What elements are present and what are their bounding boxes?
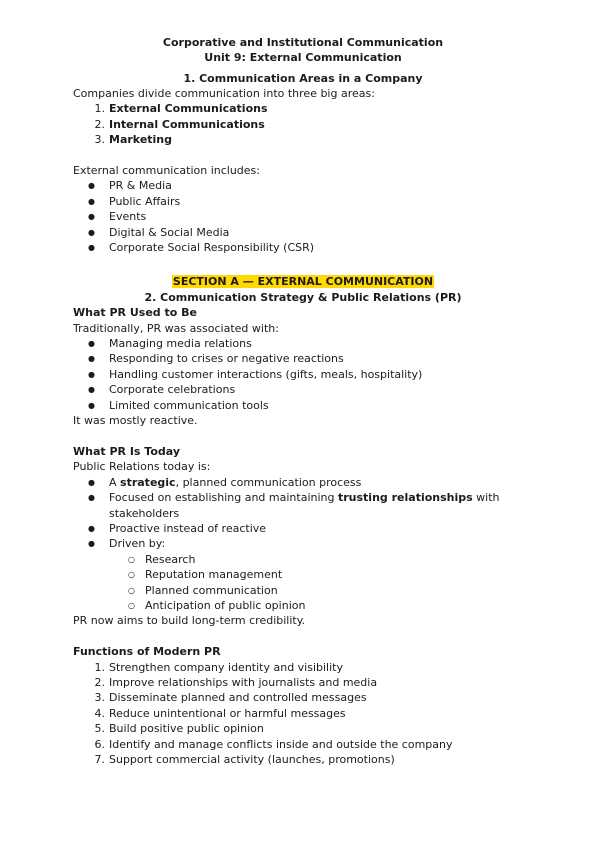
list-item-label: Limited communication tools (109, 398, 269, 412)
pr-today-outro: PR now aims to build long-term credibility. (73, 614, 306, 628)
bullet-icon: ● (88, 477, 95, 487)
list-item (73, 194, 533, 209)
pr-past-intro: Traditionally, PR was associated with: (73, 321, 279, 335)
list-item-label: Strengthen company identity and visibility (109, 660, 343, 674)
list-item (73, 101, 533, 116)
list-item-label: Reduce unintentional or harmful messages (109, 706, 346, 720)
list-item (73, 675, 533, 690)
list-number: 6. (94, 737, 105, 751)
list-item-label: Reputation management (145, 568, 283, 582)
list-item-label: Public Affairs (109, 194, 181, 208)
list-number: 7. (94, 753, 105, 766)
list-item-label: Events (109, 210, 147, 224)
text-run-bold: trusting relationships (337, 491, 473, 505)
list-item (73, 721, 533, 736)
spacer (73, 429, 533, 444)
spacer (73, 255, 533, 270)
list-item-label: Internal Communications (109, 117, 265, 131)
list-item-label: Digital & Social Media (109, 225, 230, 239)
list-number: 4. (94, 706, 105, 720)
list-item (73, 521, 533, 536)
list-item (73, 536, 533, 551)
list-item-label: Marketing (109, 133, 173, 147)
list-item-label: Identify and manage conflicts inside and outside the company (109, 737, 453, 751)
section-1-intro: Companies divide communication into three big areas: (73, 87, 375, 100)
bullet-icon: ● (88, 493, 95, 503)
list-item-label: Build positive public opinion (109, 722, 264, 736)
list-item (73, 598, 533, 613)
sub-bullet-icon: ○ (128, 570, 135, 580)
text-run: A (109, 475, 121, 489)
pr-today-list (73, 475, 533, 552)
list-item-label: Proactive instead of reactive (109, 521, 267, 535)
list-item (73, 752, 533, 767)
pr-today-intro: Public Relations today is: (73, 460, 211, 474)
bullet-icon: ● (88, 243, 95, 253)
list-number: 1. (94, 102, 105, 116)
list-item (73, 583, 533, 598)
functions-heading: Functions of Modern PR (73, 645, 221, 659)
list-item-label: Managing media relations (109, 337, 252, 351)
sub-bullet-icon: ○ (128, 600, 135, 610)
bullet-icon: ● (88, 196, 95, 206)
list-item (73, 351, 533, 366)
list-item-label: Responding to crises or negative reactions (109, 352, 344, 366)
list-item (73, 475, 533, 490)
list-item (73, 737, 533, 752)
pr-past-heading: What PR Used to Be (73, 306, 197, 320)
list-number: 3. (94, 133, 105, 147)
text-run-bold: strategic (120, 475, 176, 489)
bullet-icon: ● (88, 354, 95, 364)
section-a-banner (73, 272, 533, 290)
list-item (73, 132, 533, 147)
list-item (73, 490, 533, 521)
list-item-label: Handling customer interactions (gifts, meals, hospitality) (109, 367, 423, 381)
list-item-label: Driven by: (109, 537, 166, 551)
list-item (73, 398, 533, 413)
pr-past-outro: It was mostly reactive. (73, 414, 198, 428)
list-item (73, 660, 533, 675)
list-item (73, 706, 533, 721)
list-item-label: PR & Media (109, 179, 172, 193)
list-item (73, 382, 533, 397)
bullet-icon: ● (88, 339, 95, 349)
bullet-icon: ● (88, 539, 95, 549)
list-item (73, 117, 533, 132)
list-item (73, 178, 533, 193)
list-item (73, 552, 533, 567)
section-a-label: SECTION A — EXTERNAL COMMUNICATION (172, 274, 434, 288)
pr-drivers-list (73, 552, 533, 614)
course-title: Corporative and Institutional Communication (162, 36, 444, 49)
communication-areas-list (73, 101, 533, 147)
spacer (73, 148, 533, 163)
list-item-label: Anticipation of public opinion (145, 598, 306, 612)
text-run: Focused on establishing and maintaining (109, 491, 338, 505)
list-item-label: Corporate celebrations (109, 383, 236, 397)
bullet-icon: ● (88, 369, 95, 379)
section-1-heading: 1. Communication Areas in a Company (183, 72, 423, 85)
bullet-icon: ● (88, 385, 95, 395)
list-item (73, 225, 533, 240)
list-item-label: Corporate Social Responsibility (CSR) (109, 241, 315, 255)
bullet-icon: ● (88, 523, 95, 533)
bullet-icon: ● (88, 227, 95, 237)
list-item-label: Support commercial activity (launches, promotions) (109, 753, 395, 766)
spacer (73, 629, 533, 644)
list-item (73, 690, 533, 705)
document-body (73, 35, 533, 767)
functions-list (73, 660, 533, 768)
list-item (73, 240, 533, 255)
unit-title: Unit 9: External Communication (204, 51, 402, 64)
list-number: 3. (94, 691, 105, 705)
list-number: 5. (94, 722, 105, 736)
text-run: with stakeholders (109, 491, 500, 520)
external-comm-list (73, 178, 533, 255)
list-item (73, 209, 533, 224)
sub-bullet-icon: ○ (128, 554, 135, 564)
includes-intro: External communication includes: (73, 164, 260, 178)
list-item-label: External Communications (109, 102, 268, 116)
list-item (73, 336, 533, 351)
bullet-icon: ● (88, 212, 95, 222)
list-item-label: Disseminate planned and controlled messages (109, 691, 367, 705)
list-item (73, 567, 533, 582)
list-item-label: Improve relationships with journalists and media (109, 675, 378, 689)
list-item-label: Research (145, 552, 196, 566)
pr-past-list (73, 336, 533, 413)
list-number: 2. (94, 675, 105, 689)
text-run: , planned communication process (175, 475, 362, 489)
list-number: 2. (94, 117, 105, 131)
list-number: 1. (94, 660, 105, 674)
pr-today-heading: What PR Is Today (73, 444, 181, 458)
sub-bullet-icon: ○ (128, 585, 135, 595)
section-2-heading: 2. Communication Strategy & Public Relations (PR) (144, 290, 462, 304)
list-item-label: Planned communication (145, 583, 278, 597)
bullet-icon: ● (88, 181, 95, 191)
bullet-icon: ● (88, 400, 95, 410)
list-item (73, 367, 533, 382)
